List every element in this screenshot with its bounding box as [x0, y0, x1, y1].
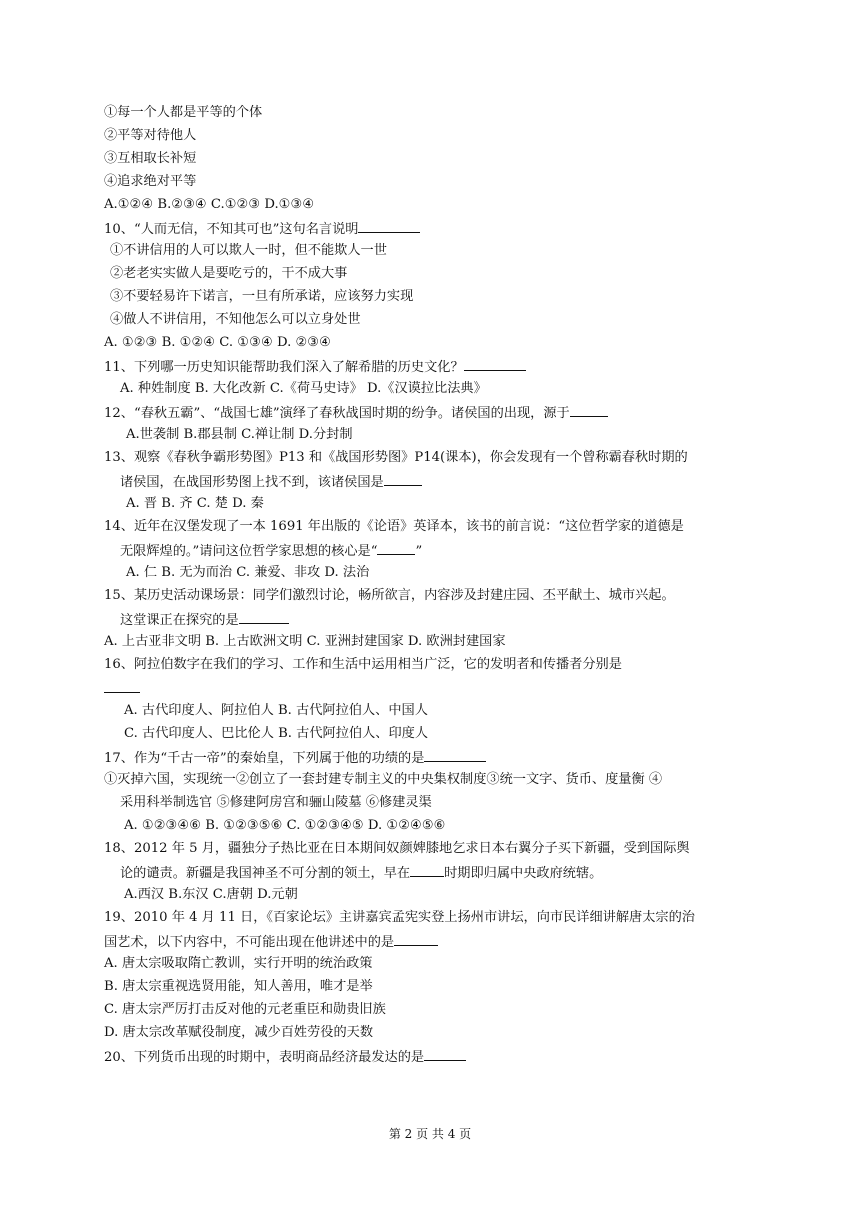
q9-option-4: ④追求绝对平等 — [104, 174, 197, 189]
q11-choices: A. 种姓制度 B. 大化改新 C.《荷马史诗》 D.《汉谟拉比法典》 — [120, 381, 487, 396]
q15-choices: A. 上古亚非文明 B. 上古欧洲文明 C. 亚洲封建国家 D. 欧洲封建国家 — [104, 634, 506, 649]
q14-choices: A. 仁 B. 无为而治 C. 兼爱、非攻 D. 法治 — [126, 565, 370, 580]
q10-choices: A. ①②③ B. ①②④ C. ①③④ D. ②③④ — [104, 335, 331, 350]
q13-stem-1: 13、观察《春秋争霸形势图》P13 和《战国形势图》P14(课本)，你会发现有一个曾称霸春秋时期的 — [104, 450, 688, 465]
q19-option-a: A. 唐太宗吸取隋亡教训，实行开明的统治政策 — [104, 956, 373, 971]
q18-text-b: 时期即归属中央政府统辖。 — [444, 866, 603, 881]
answer-blank — [424, 747, 486, 762]
q17-stem — [104, 747, 486, 767]
q10-option-1: ①不讲信用的人可以欺人一时，但不能欺人一世 — [110, 243, 387, 258]
q11-text: 11、下列哪一历史知识能帮助我们深入了解希腊的历史文化？ — [104, 360, 464, 375]
answer-blank — [410, 862, 444, 877]
q18-choices: A.西汉 B.东汉 C.唐朝 D.元朝 — [124, 887, 298, 902]
q20-text: 20、下列货币出现的时期中，表明商品经济最发达的是 — [104, 1050, 425, 1065]
answer-blank — [424, 1046, 466, 1061]
q15-text: 这堂课正在探究的是 — [120, 613, 239, 628]
q9-choices: A.①②④ B.②③④ C.①②③ D.①③④ — [104, 197, 315, 212]
q10-text: 10、“人而无信，不知其可也”这句名言说明 — [104, 222, 359, 237]
answer-blank — [394, 931, 438, 946]
answer-blank — [384, 471, 422, 486]
q12-text: 12、“春秋五霸”、“战国七雄”演绎了春秋战国时期的纷争。诸侯国的出现，源于 — [104, 406, 570, 421]
q9-option-3: ③互相取长补短 — [104, 151, 197, 166]
q12-choices: A.世袭制 B.郡县制 C.禅让制 D.分封制 — [126, 427, 353, 442]
q13-text: 诸侯国，在战国形势图上找不到，该诸侯国是 — [120, 475, 384, 490]
answer-blank — [239, 609, 289, 624]
answer-blank — [464, 356, 526, 371]
q18-text-a: 论的谴责。新疆是我国神圣不可分割的领土，早在 — [120, 866, 411, 881]
q19-option-d: D. 唐太宗改革赋役制度，减少百姓劳役的天数 — [104, 1025, 374, 1040]
q13-choices: A. 晋 B. 齐 C. 楚 D. 秦 — [126, 496, 264, 511]
q19-stem-1: 19、2010 年 4 月 11 日，《百家论坛》主讲嘉宾孟宪实登上扬州市讲坛，向市民详细讲解唐太宗的治 — [104, 910, 695, 925]
q10-option-2: ②老老实实做人是要吃亏的，干不成大事 — [110, 266, 348, 281]
answer-blank — [358, 218, 420, 233]
q16-choices-1: A. 古代印度人、阿拉伯人 B. 古代阿拉伯人、中国人 — [124, 703, 428, 718]
q17-choices: A. ①②③④⑥ B. ①②③⑤⑥ C. ①②③④⑤ D. ①②④⑤⑥ — [124, 818, 446, 833]
q10-stem — [104, 218, 420, 238]
answer-blank — [570, 402, 608, 417]
q9-option-1: ①每一个人都是平等的个体 — [104, 105, 263, 120]
q13-stem-2 — [120, 471, 422, 491]
q17-text: 17、作为“千古一帝”的秦始皇，下列属于他的功绩的是 — [104, 751, 425, 766]
q17-items-1: ①灭掉六国，实现统一②创立了一套封建专制主义的中央集权制度③统一文字、货币、度量衡 ④ — [104, 772, 663, 787]
q19-text: 国艺术，以下内容中，不可能出现在他讲述中的是 — [104, 935, 395, 950]
answer-blank — [104, 678, 140, 693]
q18-stem-2 — [120, 862, 602, 882]
q14-stem-2 — [120, 540, 422, 560]
q14-text: 无限辉煌的。”请问这位哲学家思想的核心是“ — [120, 544, 378, 559]
q14-close-quote: ” — [415, 544, 423, 559]
q10-option-3: ③不要轻易许下诺言，一旦有所承诺，应该努力实现 — [110, 289, 414, 304]
answer-blank — [377, 540, 415, 555]
q12-stem — [104, 402, 608, 422]
q19-option-c: C. 唐太宗严厉打击反对他的元老重臣和勋贵旧族 — [104, 1002, 386, 1017]
q11-stem — [104, 356, 526, 376]
q16-stem: 16、阿拉伯数字在我们的学习、工作和生活中运用相当广泛，它的发明者和传播者分别是 — [104, 657, 622, 672]
page-footer: 第 2 页 共 4 页 — [388, 1127, 472, 1141]
q15-stem-2 — [120, 609, 289, 629]
q9-option-2: ②平等对待他人 — [104, 128, 197, 143]
q15-stem-1: 15、某历史活动课场景：同学们激烈讨论，畅所欲言，内容涉及封建庄园、丕平献土、城市兴起。 — [104, 588, 675, 603]
q10-option-4: ④做人不讲信用，不知他怎么可以立身处世 — [110, 312, 361, 327]
q19-stem-2 — [104, 931, 438, 951]
q18-stem-1: 18、2012 年 5 月，疆独分子热比亚在日本期间奴颜婢膝地乞求日本右翼分子买下新疆，受到国际舆 — [104, 841, 690, 856]
q16-choices-2: C. 古代印度人、巴比伦人 B. 古代阿拉伯人、印度人 — [124, 726, 429, 741]
q14-stem-1: 14、近年在汉堡发现了一本 1691 年出版的《论语》英译本，该书的前言说：“这位哲学家的道德是 — [104, 519, 684, 534]
q19-option-b: B. 唐太宗重视选贤用能，知人善用，唯才是举 — [104, 979, 373, 994]
q20-stem — [104, 1046, 466, 1066]
q17-items-2: 采用科举制选官 ⑤修建阿房宫和骊山陵墓 ⑥修建灵渠 — [120, 795, 432, 810]
q16-blank-line — [104, 678, 140, 698]
